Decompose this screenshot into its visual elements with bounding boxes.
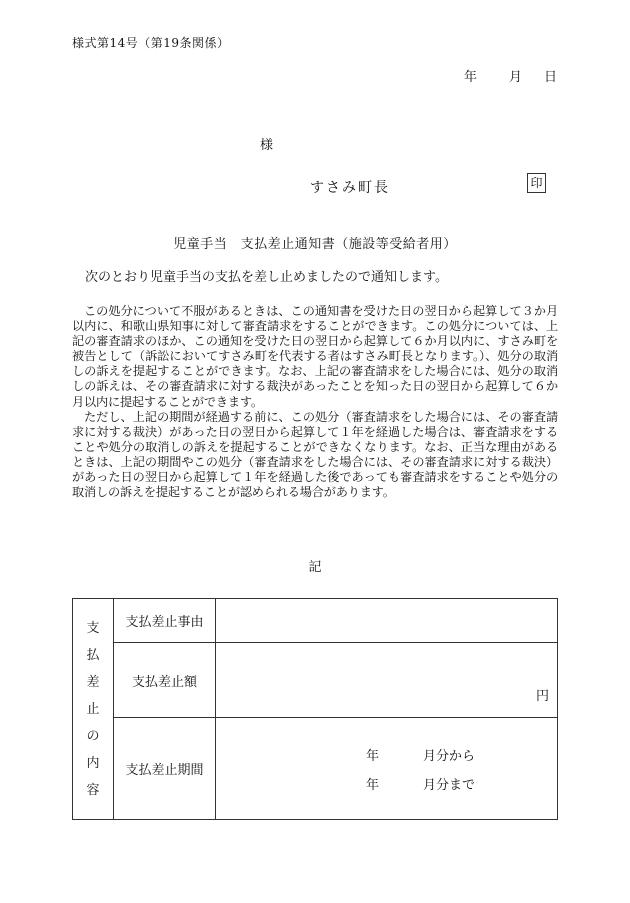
reason-label: 支払差止事由 [114,599,216,643]
appeal-notice [72,304,558,500]
side-label-char: 差 [86,674,100,690]
appeal-paragraph-1: この処分について不服があるときは、この通知書を受けた日の翌日から起算して３か月以内に、和歌山県知事に対して審査請求をすることができます。この処分については、上記の審査請求のほか、この通知を受けた日の翌日から起算して６か月以内に、すさみ町を被告として（訴訟においてすさみ町を代表する者はすさみ町長となります。）、処分の取消しの訴えを提起することができます。なお、上記の審査請求をした場合には、処分の取消しの訴えは、その審査請求に対する裁決があったことを知った日の翌日から起算して６か月以内に提起することができます。 [72,304,558,409]
period-to-year: 年 [366,778,380,793]
period-field[interactable] [216,718,558,820]
amount-label: 支払差止額 [114,643,216,718]
document-title: 児童手当 支払差止通知書（施設等受給者用） [173,237,457,252]
addressee-honorific: 様 [260,138,274,153]
side-label-char: 容 [86,782,100,798]
seal-box: 印 [527,173,546,193]
side-label-char: 支 [86,620,100,636]
period-from-year: 年 [366,749,380,764]
period-from [366,745,475,764]
ki-heading: 記 [308,560,322,575]
date-day-label: 日 [544,70,558,85]
side-label-char: の [86,728,100,744]
suspension-details-table [72,598,558,820]
date-month-label: 月 [509,70,523,85]
intro-text: 次のとおり児童手当の支払を差し止めましたので通知します。 [85,270,448,285]
appeal-paragraph-2: ただし、上記の期間が経過する前に、この処分（審査請求をした場合には、その審査請求に対する裁決）があった日の翌日から起算して１年を経過した場合は、審査請求をすることや処分の取消しの訴えを提起することができなくなります。なお、正当な理由があるときは、上記の期間やこの処分（審査請求をした場合には、その審査請求に対する裁決）があった日の翌日から起算して１年を経過した後であっても審査請求をすることや処分の取消しの訴えを提起することが認められる場合があります。 [72,409,558,500]
sender-name: すさみ町長 [310,180,390,196]
side-label-char: 止 [86,701,100,717]
period-to [366,774,475,793]
side-label-char: 払 [86,647,100,663]
form-number: 様式第14号（第19条関係） [72,36,230,50]
period-label: 支払差止期間 [114,718,216,820]
period-from-month: 月分から [423,749,476,764]
yen-unit: 円 [535,689,549,704]
period-to-month: 月分まで [423,778,476,793]
side-label [73,599,114,820]
side-label-char: 内 [86,755,100,771]
amount-field[interactable] [216,643,558,718]
date-year-label: 年 [464,70,478,85]
reason-field[interactable] [216,599,558,643]
